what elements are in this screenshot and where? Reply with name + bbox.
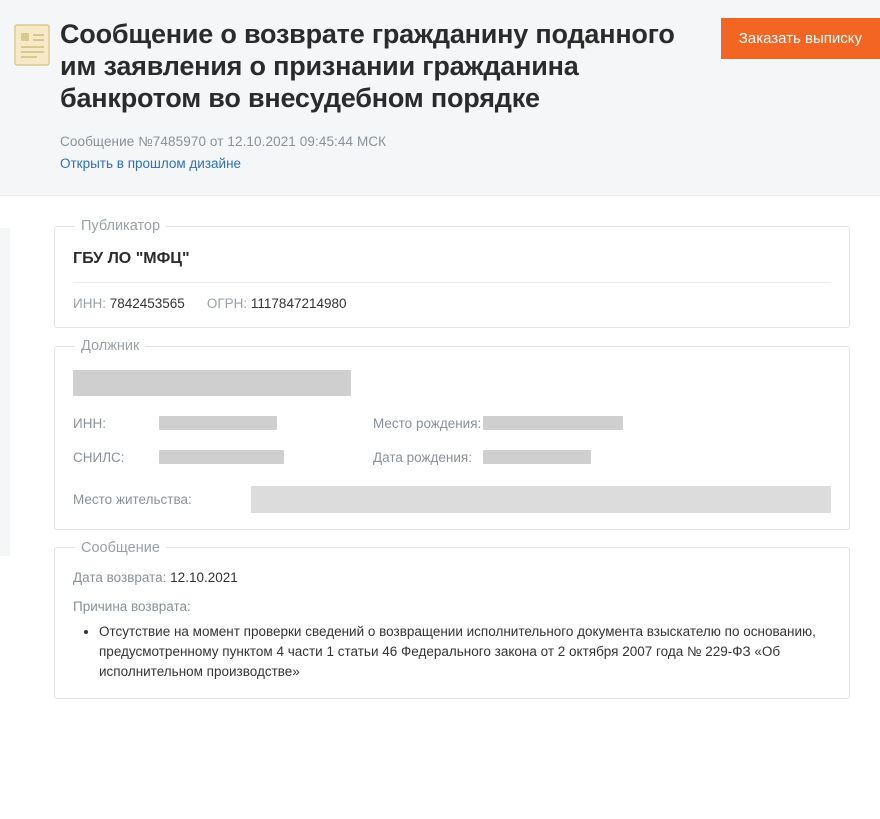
debtor-birthplace-row <box>373 414 831 434</box>
page-title: Сообщение о возврате гражданину поданного им заявления о признании гражданина банкротом во внесудебном порядке <box>60 19 675 114</box>
publisher-identifiers <box>73 283 831 311</box>
debtor-card <box>54 338 850 529</box>
publisher-ogrn <box>207 296 347 311</box>
debtor-left-column <box>73 414 373 481</box>
debtor-birthdate-redacted <box>483 450 591 464</box>
document-icon <box>14 24 50 66</box>
debtor-right-column <box>373 414 831 481</box>
publisher-inn-label: ИНН: <box>73 296 106 312</box>
publisher-ogrn-label: ОГРН: <box>206 296 248 312</box>
message-legend: Сообщение <box>81 539 160 556</box>
debtor-birthdate-label: Дата рождения: <box>373 449 472 465</box>
debtor-snils-redacted <box>159 450 284 464</box>
debtor-birthplace-label: Место рождения: <box>373 416 482 432</box>
open-in-old-design-link[interactable]: Открыть в прошлом дизайне <box>60 156 242 172</box>
debtor-snils-row <box>73 448 373 468</box>
reason-label: Причина возврата: <box>73 598 191 614</box>
debtor-fields-grid <box>73 414 831 481</box>
left-rail-strip <box>0 228 10 556</box>
publisher-card <box>54 218 850 328</box>
message-card <box>54 540 850 700</box>
page-header <box>0 0 880 196</box>
debtor-birthplace-redacted <box>483 416 623 430</box>
list-item: • Отсутствие на момент проверки сведений о возвращении исполнительного документа взыскателю по основанию, предусмотренному пунктом 4 части 1 статьи 46 Федерального закона от 2 октября 2007 года № 229-ФЗ «Об исполнительном производстве» <box>99 622 831 683</box>
message-meta: Сообщение №7485970 от 12.10.2021 09:45:44 МСК <box>60 134 387 150</box>
debtor-snils-label: СНИЛС: <box>73 449 125 465</box>
debtor-name-redacted <box>73 370 351 396</box>
debtor-inn-label: ИНН: <box>73 416 106 432</box>
debtor-birthdate-row <box>373 448 831 468</box>
debtor-inn-row <box>73 414 373 434</box>
content-area <box>0 196 880 699</box>
reason-list <box>73 622 831 683</box>
debtor-residence-label: Место жительства: <box>73 491 192 507</box>
publisher-inn <box>73 296 185 311</box>
debtor-inn-redacted <box>159 416 277 430</box>
debtor-residence-redacted <box>251 486 831 513</box>
debtor-legend: Должник <box>81 338 140 355</box>
publisher-name: ГБУ ЛО "МФЦ" <box>73 240 831 283</box>
publisher-ogrn-value: 1117847214980 <box>250 296 347 312</box>
order-extract-button[interactable]: Заказать выписку <box>721 18 880 59</box>
return-date-label: Дата возврата: <box>73 569 167 585</box>
publisher-legend: Публикатор <box>81 218 161 235</box>
publisher-inn-value: 7842453565 <box>109 296 185 312</box>
debtor-residence-row <box>73 486 831 513</box>
return-date-row <box>73 562 831 585</box>
return-date-value: 12.10.2021 <box>170 569 238 585</box>
